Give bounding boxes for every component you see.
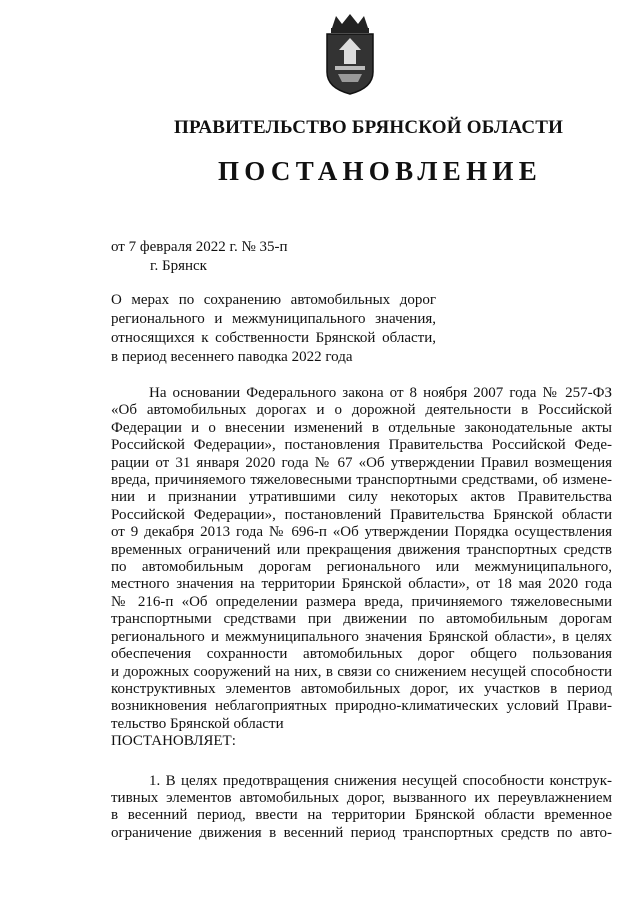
bryansk-coat-of-arms-icon bbox=[322, 12, 378, 96]
document-body bbox=[111, 385, 612, 842]
subject-line: О мерах по сохранению автомобильных дорог bbox=[111, 292, 436, 308]
document-subject bbox=[111, 291, 436, 367]
body-line: местного значения на территории Брянской области», от 18 мая 2020 года bbox=[111, 576, 612, 593]
body-line: Российской Федерации», постановлений Правительства Брянской области bbox=[111, 506, 612, 523]
body-line: тивных элементов автомобильных дорог, вызванного их переувлажнением bbox=[111, 789, 612, 806]
document-type-title: ПОСТАНОВЛЕНИЕ bbox=[218, 156, 543, 186]
decree-word: ПОСТАНОВЛЯЕТ: bbox=[111, 733, 236, 750]
body-line: № 216-п «Об определении размера вреда, причиняемого тяжеловесными bbox=[111, 593, 612, 610]
subject-line: регионального и межмуниципального значения, bbox=[111, 311, 436, 327]
body-line: от 9 декабря 2013 года № 696-п «Об утверждении Порядка осуществления bbox=[111, 524, 612, 541]
body-line: ограничение движения в весенний период транспортных средств по авто- bbox=[111, 824, 612, 841]
preamble-paragraph bbox=[111, 385, 612, 733]
subject-line: относящихся к собственности Брянской области, bbox=[111, 330, 436, 346]
body-line: нии и признании утратившими силу некоторых актов Правительства bbox=[111, 489, 612, 506]
body-line: Федерации и о внесении изменений в отдельные законодательные акты bbox=[111, 419, 612, 436]
body-line: «Об автомобильных дорогах и о дорожной деятельности в Российской bbox=[111, 402, 612, 419]
body-line: возникновения неблагоприятных природно-климатических условий Прави- bbox=[111, 698, 612, 715]
body-line: и дорожных сооружений на них, в связи со снижением несущей способности bbox=[111, 663, 612, 680]
body-line: транспортными средствами при движении по автомобильным дорогам bbox=[111, 611, 612, 628]
body-line: в весенний период, ввести на территории Брянской области временное bbox=[111, 807, 612, 824]
body-line: На основании Федерального закона от 8 ноября 2007 года № 257-ФЗ bbox=[149, 385, 612, 401]
organization-title: ПРАВИТЕЛЬСТВО БРЯНСКОЙ ОБЛАСТИ bbox=[174, 117, 564, 138]
body-line: тельство Брянской области bbox=[111, 715, 284, 732]
subject-line: в период весеннего паводка 2022 года bbox=[111, 349, 353, 365]
body-line: конструктивных элементов автомобильных дорог, их участков в период bbox=[111, 680, 612, 697]
body-line: обеспечения сохранности автомобильных дорог общего пользования bbox=[111, 646, 612, 663]
point-1-paragraph bbox=[111, 773, 612, 843]
body-line: 1. В целях предотвращения снижения несущей способности конструк- bbox=[149, 772, 612, 789]
document-city: г. Брянск bbox=[150, 258, 207, 274]
body-line: по автомобильным дорогам регионального или межмуниципального, bbox=[111, 559, 612, 576]
document-date-number: от 7 февраля 2022 г. № 35-п bbox=[111, 239, 288, 255]
body-line: вреда, причиняемого тяжеловесными транспортными средствами, об измене- bbox=[111, 472, 612, 489]
body-line: временных ограничений или прекращения движения транспортных средств bbox=[111, 541, 612, 558]
body-line: рации от 31 января 2020 года № 67 «Об утверждении Правил возмещения bbox=[111, 454, 612, 471]
body-line: регионального и межмуниципального значения Брянской области», в целях bbox=[111, 628, 612, 645]
body-line: Российской Федерации», постановления Правительства Российской Феде- bbox=[111, 437, 612, 454]
